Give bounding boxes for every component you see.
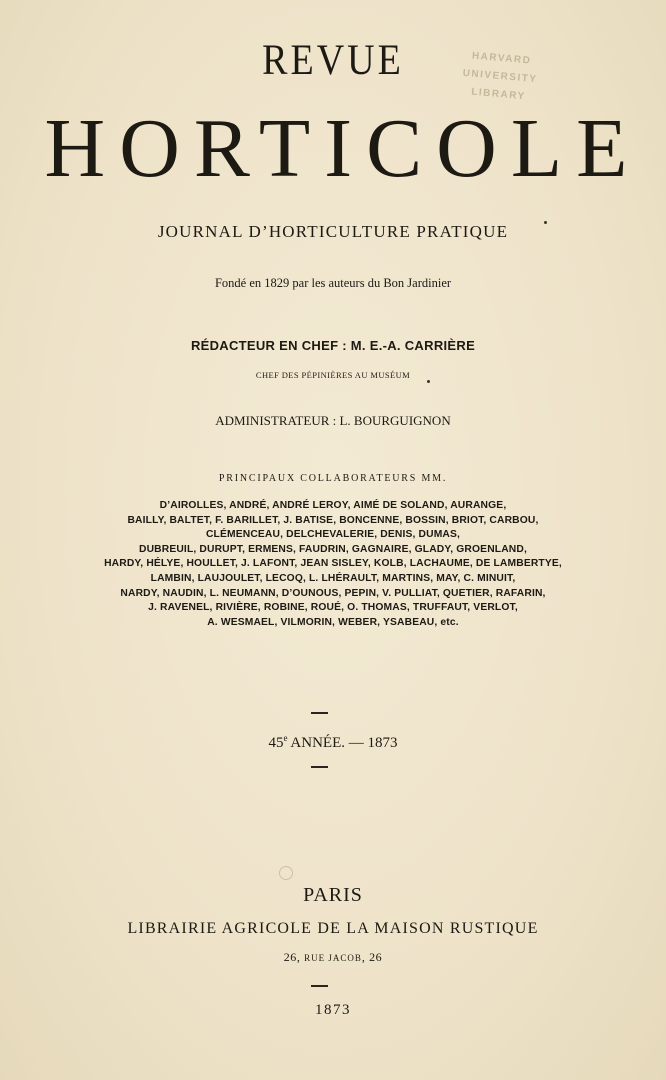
collaborators-line: BAILLY, BALTET, F. BARILLET, J. BATISE, BONCENNE, BOSSIN, BRIOT, CARBOU, (127, 514, 539, 526)
address-street: RUE JACOB (304, 953, 362, 963)
collaborators-list (0, 499, 666, 630)
imprint-address (0, 950, 666, 965)
volume-suffix: e (283, 733, 288, 743)
editor-in-chief: RÉDACTEUR EN CHEF : M. E.-A. CARRIÈRE (190, 338, 476, 353)
collaborators-line: CLÉMENCEAU, DELCHEVALERIE, DENIS, DUMAS, (205, 529, 461, 541)
collaborators-line: J. RAVENEL, RIVIÈRE, ROBINE, ROUÉ, O. THOMAS, TRUFFAUT, VERLOT, (148, 602, 518, 614)
imprint-year: 1873 (315, 1002, 351, 1018)
collaborators-line: DUBREUIL, DURUPT, ERMENS, FAUDRIN, GAGNAIRE, GLADY, GROENLAND, (138, 543, 527, 555)
collaborators-line: LAMBIN, LAUJOULET, LECOQ, L. LHÉRAULT, MARTINS, MAY, C. MINUIT, (150, 572, 516, 584)
subtitle: JOURNAL D’HORTICULTURE PRATIQUE (157, 222, 509, 241)
imprint-publisher: LIBRAIRIE AGRICOLE DE LA MAISON RUSTIQUE (127, 920, 539, 937)
founded-note: Fondé en 1829 par les auteurs du Bon Jardinier (214, 276, 452, 290)
divider-rule (311, 712, 328, 714)
stamp-line: HARVARD (471, 50, 532, 67)
collaborators-line: HARDY, HÉLYE, HOULLET, J. LAFONT, JEAN SISLEY, KOLB, LACHAUME, DE LAMBERTYE, (104, 558, 562, 570)
divider-rule (311, 985, 328, 987)
administrator: ADMINISTRATEUR : L. BOURGUIGNON (215, 413, 451, 428)
collaborators-heading: PRINCIPAUX COLLABORATEURS MM. (218, 473, 448, 484)
collaborators-line: D’AIROLLES, ANDRÉ, ANDRÉ LEROY, AIMÉ DE SOLAND, AURANGE, (159, 500, 507, 511)
stamp-line: UNIVERSITY (462, 67, 538, 86)
collaborators-line: NARDY, NAUDIN, L. NEUMANN, D’OUNOUS, PEPIN, V. PULLIAT, QUETIER, RAFARIN, (120, 587, 546, 599)
ink-speck (427, 380, 430, 383)
volume-year (0, 733, 666, 752)
volume-label: ANNÉE. — 1873 (287, 735, 398, 751)
stamp-line: LIBRARY (470, 86, 527, 103)
imprint-city: PARIS (303, 884, 363, 906)
faint-seal-mark (279, 866, 293, 880)
collaborators-line: A. WESMAEL, VILMORIN, WEBER, YSABEAU, etc. (207, 616, 459, 628)
ink-speck (544, 221, 547, 224)
address-number: 26, (283, 950, 305, 964)
title-revue: REVUE (262, 35, 404, 85)
divider-rule (311, 766, 328, 768)
editor-position: CHEF DES PÉPINIÈRES AU MUSÉUM (255, 370, 411, 380)
title-horticole: HORTICOLE (44, 102, 642, 195)
address-number: , 26 (361, 950, 383, 964)
volume-number: 45 (268, 735, 284, 751)
